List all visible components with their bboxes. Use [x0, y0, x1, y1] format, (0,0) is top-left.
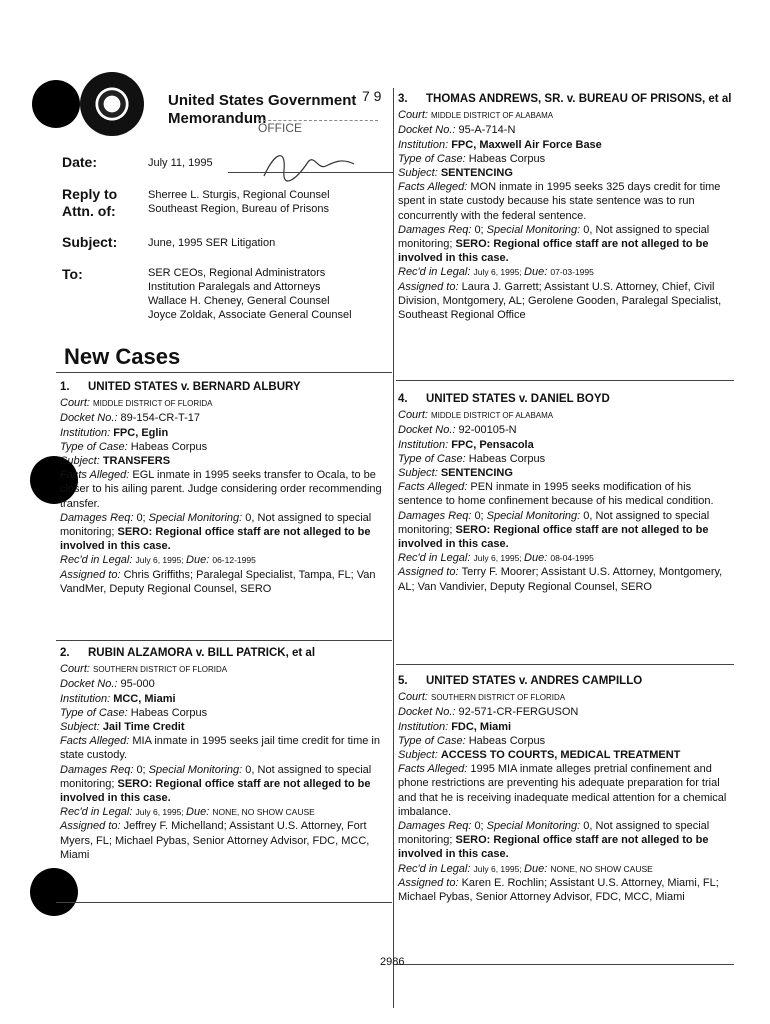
meta-label-date: Date: — [62, 154, 98, 170]
case-recd-value: July 6, 1995; — [473, 553, 525, 564]
case-court-label: Court: — [398, 691, 432, 704]
case-title — [398, 92, 732, 106]
case-recd-value: July 6, 1995; — [135, 807, 187, 818]
case-monitoring-value: 0, Not assigned to special monitoring; — [60, 763, 372, 790]
case-received — [398, 551, 728, 565]
case-type — [398, 452, 728, 466]
case-type-value: Habeas Corpus — [468, 152, 546, 165]
case-court-value: MIDDLE DISTRICT OF ALABAMA — [431, 111, 554, 121]
case-assigned-value: Karen E. Rochlin; Assistant U.S. Attorney, Miami, FL; Michael Pybas, Senior Attorney Advisor, FDC, MCC, Miami — [398, 876, 719, 904]
case-court-label: Court: — [60, 663, 94, 676]
case-entry — [398, 92, 732, 322]
case-monitoring-label: Special Monitoring: — [148, 763, 246, 776]
agency-seal — [80, 72, 144, 136]
case-docket-label: Docket No.: — [60, 412, 121, 425]
punch-hole — [30, 868, 78, 916]
case-docket-label: Docket No.: — [398, 706, 459, 719]
case-assigned-value: Chris Griffiths; Paralegal Specialist, Tampa, FL; Van VandMer, Deputy Regional Counsel, SERO — [60, 568, 376, 595]
case-recd-label: Rec'd in Legal: — [398, 266, 474, 279]
case-facts-value: MIA inmate in 1995 seeks jail time credit for time in state custody. — [60, 735, 380, 762]
case-monitoring-value: 0, Not assigned to special monitoring; — [398, 223, 710, 251]
case-type-label: Type of Case: — [398, 452, 469, 465]
meta-value-to — [148, 266, 352, 322]
case-court-value: SOUTHERN DISTRICT OF FLORIDA — [431, 693, 566, 703]
case-docket — [60, 677, 390, 691]
case-court-label: Court: — [398, 409, 432, 422]
case-docket — [60, 411, 390, 425]
case-docket-label: Docket No.: — [398, 124, 459, 137]
case-damages-label: Damages Req: — [398, 820, 475, 833]
case-received — [60, 805, 390, 819]
case-entry — [398, 392, 728, 594]
stamp-number: 7 9 — [362, 88, 382, 104]
section-title: New Cases — [64, 344, 181, 369]
case-recd-value: July 6, 1995; — [135, 555, 187, 566]
case-damages-label: Damages Req: — [60, 763, 137, 776]
meta-line: Southeast Region, Bureau of Prisons — [148, 203, 330, 215]
case-received — [60, 553, 390, 567]
case-assigned-label: Assigned to: — [398, 280, 462, 293]
case-number: 3. — [398, 93, 408, 105]
case-due-label: Due: — [524, 266, 551, 279]
case-assigned-label: Assigned to: — [60, 568, 124, 581]
case-subject-value: SENTENCING — [440, 467, 513, 480]
case-assigned-label: Assigned to: — [398, 876, 462, 889]
case-court-label: Court: — [398, 109, 432, 122]
case-facts-value: 1995 MIA inmate alleges pretrial confinement and phone restrictions are preventing his adequate preparation for trial and that he is receiving inadequate medical attention for a chemical imbalance. — [398, 763, 727, 818]
case-recd-label: Rec'd in Legal: — [398, 552, 474, 565]
case-number: 2. — [60, 647, 70, 659]
case-facts — [60, 734, 390, 762]
case-title — [398, 392, 728, 406]
case-institution-value: FPC, Maxwell Air Force Base — [451, 138, 602, 151]
case-institution-value: FDC, Miami — [451, 720, 512, 733]
meta-label-to: To: — [62, 266, 83, 282]
meta-line: July 11, 1995 — [148, 157, 213, 169]
case-facts — [60, 468, 390, 511]
case-facts-label: Facts Alleged: — [60, 735, 133, 748]
case-docket-value: 92-571-CR-FERGUSON — [458, 706, 579, 719]
rule — [56, 640, 392, 641]
case-facts-label: Facts Alleged: — [398, 481, 471, 494]
case-title — [60, 380, 390, 394]
case-entry — [60, 380, 390, 596]
case-court-label: Court: — [60, 397, 94, 410]
case-court — [398, 108, 728, 123]
case-institution-label: Institution: — [398, 720, 452, 733]
case-type — [398, 152, 728, 166]
case-damages — [60, 511, 390, 554]
case-name: UNITED STATES v. DANIEL BOYD — [426, 393, 610, 405]
meta-value-date — [148, 156, 213, 170]
meta-line: Sherree L. Sturgis, Regional Counsel — [148, 189, 330, 201]
rule — [228, 172, 394, 173]
case-type-label: Type of Case: — [398, 152, 469, 165]
case-subject — [60, 454, 390, 468]
case-monitoring-value: 0, Not assigned to special monitoring; — [60, 511, 372, 539]
case-subject — [398, 466, 728, 480]
meta-line: Institution Paralegals and Attorneys — [148, 281, 321, 293]
case-damages-value: 0; — [474, 223, 487, 236]
case-recd-label: Rec'd in Legal: — [60, 806, 136, 819]
case-institution — [398, 438, 728, 452]
case-type-label: Type of Case: — [60, 440, 131, 453]
case-damages-label: Damages Req: — [398, 223, 475, 236]
case-name: UNITED STATES v. BERNARD ALBURY — [88, 381, 301, 393]
meta-label-subject: Subject: — [62, 234, 118, 250]
case-number: 4. — [398, 393, 408, 405]
case-subject-label: Subject: — [398, 749, 441, 762]
case-docket-label: Docket No.: — [60, 678, 121, 691]
case-docket-label: Docket No.: — [398, 424, 459, 437]
case-damages-value: 0; — [474, 820, 487, 833]
case-due-label: Due: — [524, 862, 551, 875]
case-received — [398, 862, 728, 876]
case-sero-note: SERO: Regional office staff are not alleged to be involved in this case. — [398, 523, 709, 551]
case-due-value: NONE, NO SHOW CAUSE — [212, 807, 315, 818]
case-due-value: NONE, NO SHOW CAUSE — [550, 863, 653, 874]
case-court — [60, 662, 390, 677]
case-facts — [398, 180, 728, 223]
case-monitoring-label: Special Monitoring: — [486, 509, 584, 522]
case-type — [60, 440, 390, 454]
case-recd-label: Rec'd in Legal: — [60, 554, 136, 567]
rule — [396, 664, 734, 665]
case-facts-label: Facts Alleged: — [60, 469, 133, 482]
case-docket-value: 95-A-714-N — [458, 124, 516, 137]
case-type — [60, 706, 390, 720]
case-institution — [398, 720, 728, 734]
case-monitoring-value: 0, Not assigned to special monitoring; — [398, 820, 710, 847]
case-subject-value: SENTENCING — [440, 167, 513, 180]
case-due-value: 08-04-1995 — [550, 553, 594, 564]
case-recd-label: Rec'd in Legal: — [398, 862, 474, 875]
case-court-value: MIDDLE DISTRICT OF FLORIDA — [93, 399, 213, 409]
case-monitoring-label: Special Monitoring: — [148, 511, 246, 524]
meta-value-subject — [148, 236, 275, 250]
case-docket — [398, 123, 728, 137]
case-type-value: Habeas Corpus — [130, 440, 208, 453]
case-damages-value: 0; — [136, 511, 149, 524]
case-due-value: 06-12-1995 — [212, 555, 256, 566]
case-sero-note: SERO: Regional office staff are not alleged to be involved in this case. — [398, 238, 709, 265]
page-number: 2986 — [380, 956, 405, 968]
case-type-value: Habeas Corpus — [130, 706, 208, 719]
case-recd-value: July 6, 1995; — [473, 863, 525, 874]
case-court — [60, 396, 390, 411]
case-subject-label: Subject: — [398, 467, 441, 480]
case-damages-label: Damages Req: — [60, 511, 137, 524]
case-facts-value: PEN inmate in 1995 seeks modification of his sentence to home confinement because of his medical condition. — [398, 481, 714, 508]
case-assigned-value: Jeffrey F. Michelland; Assistant U.S. Attorney, Fort Myers, FL; Michael Pybas, Senior Attorney Advisor, FDC, MCC, Miami — [60, 820, 370, 861]
case-facts — [398, 480, 728, 508]
meta-line: June, 1995 SER Litigation — [148, 237, 276, 249]
case-assigned-value: Laura J. Garrett; Assistant U.S. Attorney, Chief, Civil Division, Montgomery, AL; Gerolene Gooden, Paralegal Specialist, Southeast Regional Office — [398, 280, 722, 322]
meta-line: Wallace H. Cheney, General Counsel — [148, 295, 330, 307]
case-court-value: SOUTHERN DISTRICT OF FLORIDA — [93, 665, 228, 675]
case-subject-label: Subject: — [60, 455, 103, 468]
case-institution-value: FPC, Eglin — [113, 426, 169, 439]
meta-line: SER CEOs, Regional Administrators — [148, 267, 326, 279]
case-due-value: 07-03-1995 — [550, 267, 594, 278]
rule — [56, 902, 392, 903]
case-subject-value: TRANSFERS — [102, 455, 171, 468]
case-title — [398, 674, 728, 688]
agency-name: United States Government — [168, 92, 357, 109]
case-subject-label: Subject: — [398, 167, 441, 180]
case-received — [398, 265, 728, 279]
case-assigned-label: Assigned to: — [60, 820, 124, 833]
case-monitoring-label: Special Monitoring: — [486, 223, 584, 236]
case-type-label: Type of Case: — [398, 734, 469, 747]
case-sero-note: SERO: Regional office staff are not alleged to be involved in this case. — [60, 777, 371, 805]
case-monitoring-value: 0, Not assigned to special monitoring; — [398, 509, 710, 536]
case-sero-note: SERO: Regional office staff are not alleged to be involved in this case. — [60, 526, 371, 553]
case-institution-label: Institution: — [398, 138, 452, 151]
case-entry — [60, 646, 390, 862]
case-subject-label: Subject: — [60, 721, 103, 734]
case-damages-value: 0; — [136, 763, 149, 776]
case-court — [398, 690, 728, 705]
rule — [396, 964, 734, 965]
case-assigned — [60, 819, 390, 862]
meta-label-reply: Reply to Attn. of: — [62, 186, 118, 219]
case-court — [398, 408, 728, 423]
case-monitoring-label: Special Monitoring: — [486, 820, 584, 833]
case-subject — [398, 166, 728, 180]
case-type-label: Type of Case: — [60, 706, 131, 719]
case-name: THOMAS ANDREWS, SR. v. BUREAU OF PRISONS, et al — [426, 93, 732, 105]
case-assigned — [398, 280, 728, 323]
case-damages — [60, 763, 390, 806]
case-docket — [398, 423, 728, 437]
document-type: Memorandum — [168, 110, 267, 127]
case-due-label: Due: — [186, 806, 213, 819]
punch-hole — [32, 80, 80, 128]
case-institution-label: Institution: — [398, 438, 452, 451]
case-type-value: Habeas Corpus — [468, 734, 546, 747]
case-institution — [398, 138, 728, 152]
office-stamp: OFFICE — [258, 120, 378, 135]
case-due-label: Due: — [524, 552, 551, 565]
case-number: 5. — [398, 675, 408, 687]
case-facts-value: EGL inmate in 1995 seeks transfer to Ocala, to be closer to his ailing parent. Judge considering order recommending transfer. — [60, 469, 382, 510]
case-damages-label: Damages Req: — [398, 509, 475, 522]
case-facts — [398, 762, 728, 819]
case-entry — [398, 674, 728, 904]
case-assigned-value: Terry F. Moorer; Assistant U.S. Attorney, Montgomery, AL; Van Vandivier, Deputy Regional Counsel, SERO — [398, 566, 723, 593]
meta-line: Joyce Zoldak, Associate General Counsel — [148, 309, 352, 321]
case-due-label: Due: — [186, 554, 213, 567]
case-assigned-label: Assigned to: — [398, 566, 462, 579]
case-name: UNITED STATES v. ANDRES CAMPILLO — [426, 675, 643, 687]
case-facts-value: MON inmate in 1995 seeks 325 days credit for time spent in state custody because his state sentence was to run concurrently with the federal sentence. — [398, 181, 721, 222]
case-damages — [398, 819, 728, 862]
case-number: 1. — [60, 381, 70, 393]
signature-scribble — [256, 140, 366, 190]
case-sero-note: SERO: Regional office staff are not alleged to be involved in this case. — [398, 834, 709, 861]
rule — [396, 380, 734, 381]
case-subject — [60, 720, 390, 734]
case-docket-value: 89-154-CR-T-17 — [120, 412, 201, 425]
case-recd-value: July 6, 1995; — [473, 267, 525, 278]
case-docket — [398, 705, 728, 719]
case-subject — [398, 748, 728, 762]
case-assigned — [60, 568, 390, 596]
case-docket-value: 95-000 — [120, 678, 155, 691]
case-type — [398, 734, 728, 748]
case-institution-label: Institution: — [60, 426, 114, 439]
case-title — [60, 646, 390, 660]
case-institution — [60, 692, 390, 706]
case-institution-value: FPC, Pensacola — [451, 438, 534, 451]
case-name: RUBIN ALZAMORA v. BILL PATRICK, et al — [88, 647, 316, 659]
meta-value-reply — [148, 188, 330, 216]
column-divider — [393, 88, 394, 1008]
case-court-value: MIDDLE DISTRICT OF ALABAMA — [431, 411, 554, 421]
case-institution — [60, 426, 390, 440]
case-subject-value: ACCESS TO COURTS, MEDICAL TREATMENT — [440, 749, 681, 762]
case-institution-value: MCC, Miami — [113, 692, 176, 705]
case-subject-value: Jail Time Credit — [102, 721, 185, 734]
case-assigned — [398, 565, 728, 593]
case-institution-label: Institution: — [60, 692, 114, 705]
rule — [56, 372, 392, 373]
case-damages-value: 0; — [474, 509, 487, 522]
case-facts-label: Facts Alleged: — [398, 181, 471, 194]
case-damages — [398, 223, 728, 266]
case-assigned — [398, 876, 728, 904]
case-docket-value: 92-00105-N — [458, 424, 517, 437]
case-facts-label: Facts Alleged: — [398, 763, 471, 776]
case-type-value: Habeas Corpus — [468, 452, 546, 465]
case-damages — [398, 509, 728, 552]
